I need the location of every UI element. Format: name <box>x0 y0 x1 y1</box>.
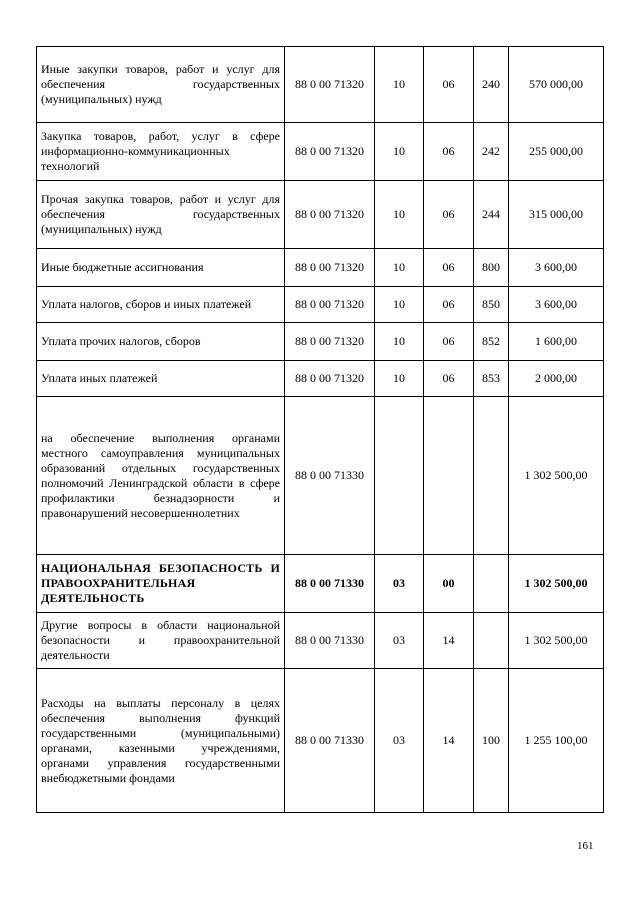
table-row <box>37 249 604 287</box>
row-expense-type: 853 <box>474 361 509 397</box>
table-row <box>37 181 604 249</box>
row-name: Иные закупки товаров, работ и услуг для обеспечения государственных (муниципальных) нужд <box>37 47 285 123</box>
table-row <box>37 123 604 181</box>
row-amount: 1 600,00 <box>509 323 604 361</box>
row-target-code: 88 0 00 71320 <box>285 249 375 287</box>
row-subsection: 00 <box>424 555 474 613</box>
row-section: 03 <box>375 555 424 613</box>
row-name: Прочая закупка товаров, работ и услуг для обеспечения государственных (муниципальных) нужд <box>37 181 285 249</box>
row-expense-type <box>474 397 509 555</box>
row-target-code: 88 0 00 71320 <box>285 323 375 361</box>
row-section: 10 <box>375 323 424 361</box>
row-section <box>375 397 424 555</box>
row-target-code: 88 0 00 71320 <box>285 181 375 249</box>
table-row <box>37 669 604 813</box>
page-number: 161 <box>577 840 594 852</box>
row-amount: 3 600,00 <box>509 249 604 287</box>
table-row <box>37 323 604 361</box>
row-amount: 1 255 100,00 <box>509 669 604 813</box>
row-subsection: 06 <box>424 181 474 249</box>
row-section: 10 <box>375 123 424 181</box>
row-subsection: 06 <box>424 47 474 123</box>
row-name: Другие вопросы в области национальной безопасности и правоохранительной деятельности <box>37 613 285 669</box>
row-target-code: 88 0 00 71320 <box>285 287 375 323</box>
row-name: Иные бюджетные ассигнования <box>37 249 285 287</box>
table-row <box>37 613 604 669</box>
row-subsection: 06 <box>424 249 474 287</box>
table-row <box>37 47 604 123</box>
row-expense-type: 852 <box>474 323 509 361</box>
row-target-code: 88 0 00 71320 <box>285 47 375 123</box>
row-section: 10 <box>375 361 424 397</box>
row-expense-type: 100 <box>474 669 509 813</box>
table-row <box>37 361 604 397</box>
table-row-section-total <box>37 555 604 613</box>
row-amount: 3 600,00 <box>509 287 604 323</box>
budget-table <box>36 46 604 813</box>
row-section: 10 <box>375 287 424 323</box>
row-target-code: 88 0 00 71320 <box>285 361 375 397</box>
row-expense-type <box>474 555 509 613</box>
row-name: Уплата иных платежей <box>37 361 285 397</box>
row-amount: 255 000,00 <box>509 123 604 181</box>
row-amount: 1 302 500,00 <box>509 397 604 555</box>
row-amount: 2 000,00 <box>509 361 604 397</box>
row-target-code: 88 0 00 71320 <box>285 123 375 181</box>
row-expense-type: 244 <box>474 181 509 249</box>
table-row <box>37 397 604 555</box>
row-expense-type: 242 <box>474 123 509 181</box>
row-amount: 570 000,00 <box>509 47 604 123</box>
row-name: НАЦИОНАЛЬНАЯ БЕЗОПАСНОСТЬ И ПРАВООХРАНИТЕЛЬНАЯ ДЕЯТЕЛЬНОСТЬ <box>37 555 285 613</box>
row-subsection: 06 <box>424 323 474 361</box>
row-subsection: 14 <box>424 613 474 669</box>
row-section: 10 <box>375 249 424 287</box>
table-row <box>37 287 604 323</box>
row-subsection: 06 <box>424 287 474 323</box>
row-expense-type: 240 <box>474 47 509 123</box>
row-target-code: 88 0 00 71330 <box>285 397 375 555</box>
row-section: 03 <box>375 613 424 669</box>
row-subsection: 06 <box>424 361 474 397</box>
row-expense-type: 850 <box>474 287 509 323</box>
row-expense-type <box>474 613 509 669</box>
row-section: 10 <box>375 47 424 123</box>
row-amount: 1 302 500,00 <box>509 555 604 613</box>
row-name: Закупка товаров, работ, услуг в сфере информационно-коммуникационных технологий <box>37 123 285 181</box>
row-target-code: 88 0 00 71330 <box>285 555 375 613</box>
row-section: 03 <box>375 669 424 813</box>
row-target-code: 88 0 00 71330 <box>285 613 375 669</box>
row-target-code: 88 0 00 71330 <box>285 669 375 813</box>
row-subsection: 06 <box>424 123 474 181</box>
row-name: Уплата прочих налогов, сборов <box>37 323 285 361</box>
row-subsection <box>424 397 474 555</box>
row-section: 10 <box>375 181 424 249</box>
row-name: Расходы на выплаты персоналу в целях обеспечения выполнения функций государственными (муниципальными) органами, казенными учреждениями, органами управления государственными внебюджетными фондами <box>37 669 285 813</box>
row-expense-type: 800 <box>474 249 509 287</box>
row-subsection: 14 <box>424 669 474 813</box>
row-amount: 315 000,00 <box>509 181 604 249</box>
row-name: на обеспечение выполнения органами местного самоуправления муниципальных образований отдельных государственных полномочий Ленинградской области в сфере профилактики безнадзорности и правонарушений несовершеннолетних <box>37 397 285 555</box>
row-name: Уплата налогов, сборов и иных платежей <box>37 287 285 323</box>
row-amount: 1 302 500,00 <box>509 613 604 669</box>
